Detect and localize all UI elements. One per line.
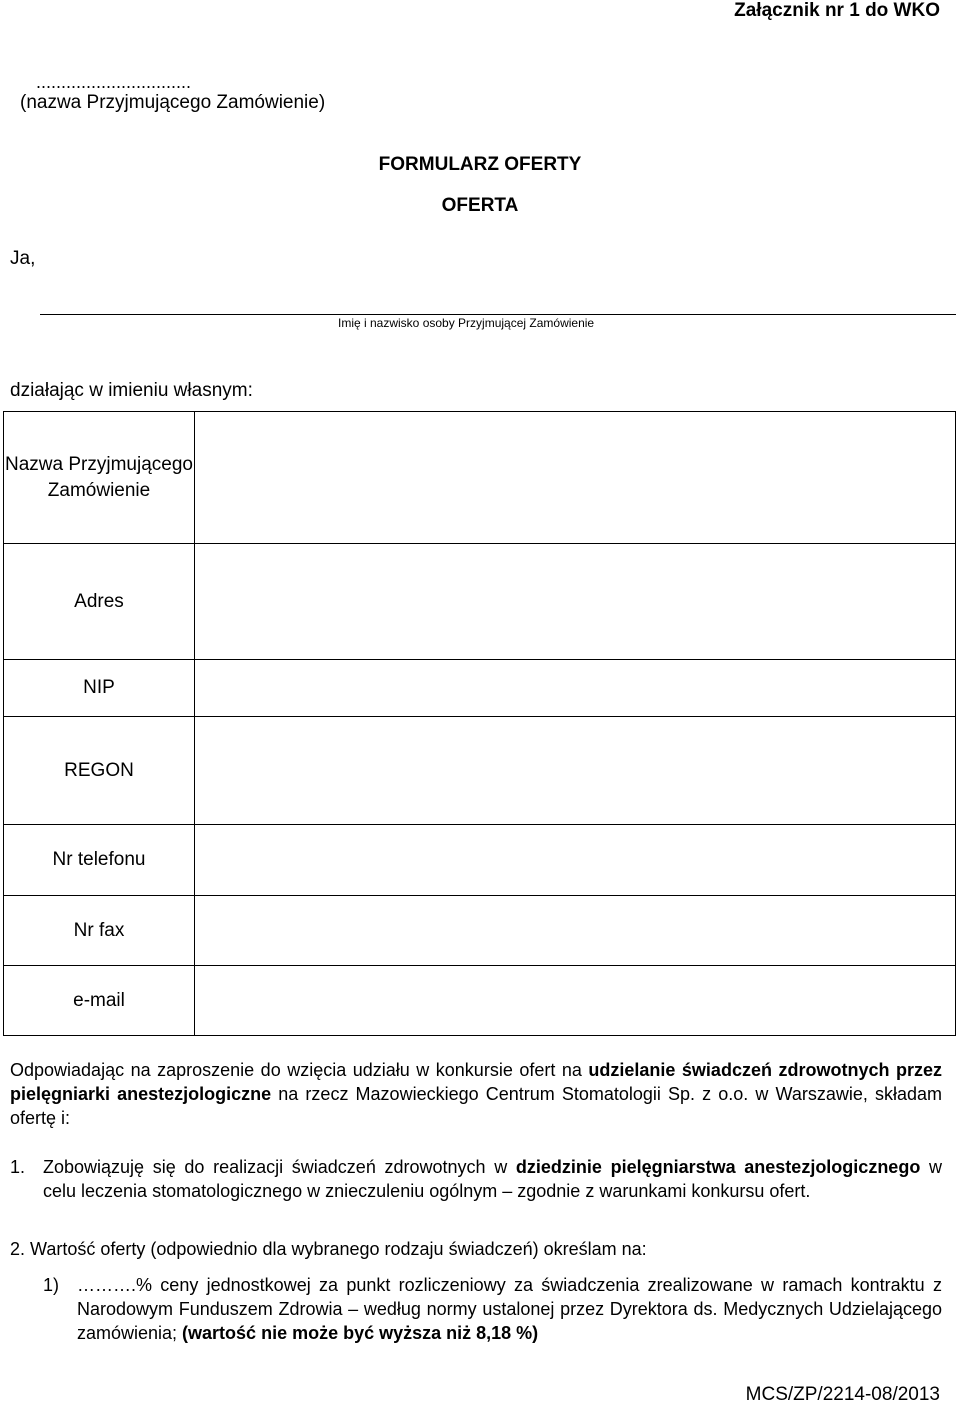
point-2-1-number: 1) bbox=[43, 1275, 60, 1295]
intro-text-b: udzielanie świadczeń zdrowotnych przez pielęgniarki anestezjologiczne bbox=[10, 1060, 942, 1104]
label-email: e-mail bbox=[4, 966, 195, 1036]
point-1-text-c: w celu leczenia stomatologicznego w znieczuleniu ogólnym – zgodnie z warunkami konkursu ofert. bbox=[43, 1157, 942, 1201]
table-row-address bbox=[4, 544, 956, 660]
value-address[interactable] bbox=[195, 544, 956, 660]
intro-paragraph bbox=[10, 1058, 942, 1130]
ja-label: Ja, bbox=[10, 248, 36, 269]
name-caption: Imię i nazwisko osoby Przyjmującej Zamówienie bbox=[338, 316, 595, 330]
label-nip: NIP bbox=[4, 660, 195, 717]
table-row-phone bbox=[4, 825, 956, 896]
point-1 bbox=[10, 1155, 942, 1203]
value-nip[interactable] bbox=[195, 660, 956, 717]
label-address: Adres bbox=[4, 544, 195, 660]
form-title: FORMULARZ OFERTY bbox=[378, 154, 582, 175]
point-2-1-text-b: (wartość nie może być wyższa niż 8,18 %) bbox=[182, 1323, 539, 1343]
label-name: Nazwa Przyjmującego Zamówienie bbox=[4, 412, 195, 544]
offer-title: OFERTA bbox=[441, 195, 519, 216]
label-fax: Nr fax bbox=[4, 896, 195, 966]
intro-text-a: Odpowiadając na zaproszenie do wzięcia udziału w konkursie ofert na bbox=[10, 1060, 589, 1080]
table-row-name bbox=[4, 412, 956, 544]
table-row-regon bbox=[4, 717, 956, 825]
table-row-email bbox=[4, 966, 956, 1036]
value-phone[interactable] bbox=[195, 825, 956, 896]
acting-label: działając w imieniu własnym: bbox=[10, 380, 253, 401]
point-2-1 bbox=[10, 1273, 942, 1345]
org-name-blank: ............................... bbox=[36, 72, 192, 92]
point-1-text-b: dziedzinie pielęgniarstwa anestezjologicznego bbox=[515, 1157, 921, 1177]
label-phone: Nr telefonu bbox=[4, 825, 195, 896]
intro-text-c: na rzecz Mazowieckiego Centrum Stomatologii Sp. z o.o. w Warszawie, składam ofertę i: bbox=[10, 1084, 942, 1128]
value-name[interactable] bbox=[195, 412, 956, 544]
value-fax[interactable] bbox=[195, 896, 956, 966]
name-signature-line[interactable] bbox=[40, 314, 956, 315]
table-row-nip bbox=[4, 660, 956, 717]
table-row-fax bbox=[4, 896, 956, 966]
document-reference: MCS/ZP/2214-08/2013 bbox=[745, 1384, 940, 1405]
point-2-1-text-a: ……….% ceny jednostkowej za punkt rozliczeniowy za świadczenia zrealizowane w ramach kontraktu z Narodowym Funduszem Zdrowia – według normy ustalonej przez Dyrektora ds. Medycznych Udzielającego zamówienia; bbox=[77, 1275, 942, 1343]
label-regon: REGON bbox=[4, 717, 195, 825]
org-name-caption: (nazwa Przyjmującego Zamówienie) bbox=[20, 92, 326, 113]
point-1-number: 1. bbox=[10, 1157, 26, 1177]
point-1-text-a: Zobowiązuję się do realizacji świadczeń zdrowotnych w bbox=[43, 1157, 516, 1177]
contractor-data-table bbox=[3, 411, 956, 1036]
point-2: 2. Wartość oferty (odpowiednio dla wybranego rodzaju świadczeń) określam na: bbox=[10, 1239, 647, 1259]
value-email[interactable] bbox=[195, 966, 956, 1036]
value-regon[interactable] bbox=[195, 717, 956, 825]
attachment-label: Załącznik nr 1 do WKO bbox=[734, 0, 940, 21]
